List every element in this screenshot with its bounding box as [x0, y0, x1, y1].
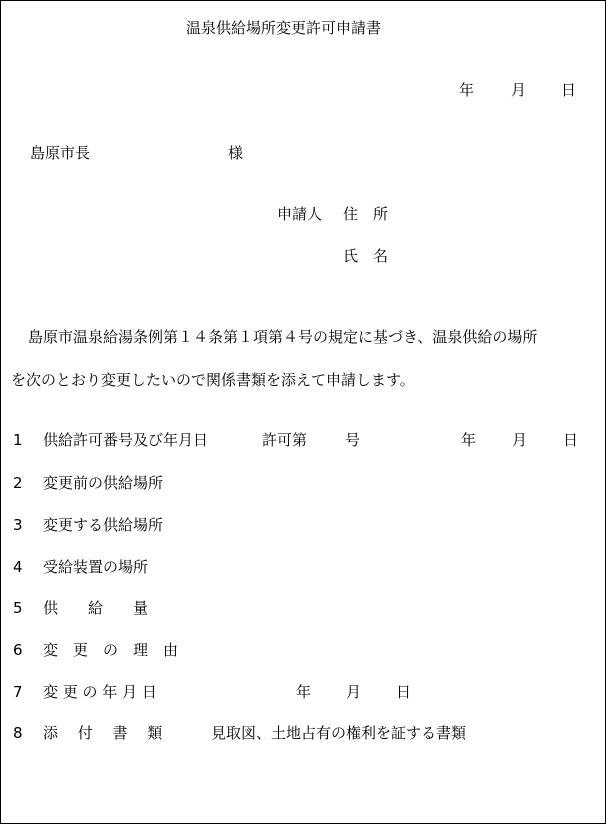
- date-year: 年: [459, 81, 475, 99]
- date-month: 月: [511, 81, 527, 99]
- addressee-honorific: 様: [228, 144, 244, 162]
- item-6-number: 6: [13, 641, 23, 659]
- applicant-address-label: 住 所: [343, 205, 389, 223]
- item-6-label: 変 更 の 理 由: [43, 641, 179, 659]
- item-7-day: 日: [396, 683, 412, 701]
- item-1-label: 供給許可番号及び年月日: [43, 431, 209, 449]
- item-3-number: 3: [13, 516, 23, 534]
- item-8-number: 8: [13, 724, 23, 742]
- body-line-1: 島原市温泉給湯条例第１４条第１項第４号の規定に基づき、温泉供給の場所: [28, 328, 538, 346]
- item-4-label: 受給装置の場所: [43, 558, 149, 576]
- item-2-number: 2: [13, 474, 23, 492]
- item-7-number: 7: [13, 683, 23, 701]
- body-line-2: を次のとおり変更したいので関係書類を添えて申請します。: [11, 371, 415, 389]
- item-2-label: 変更前の供給場所: [43, 474, 164, 492]
- item-5-number: 5: [13, 599, 23, 617]
- item-4-number: 4: [13, 558, 23, 576]
- addressee-name: 島原市長: [30, 144, 91, 162]
- document-title: 温泉供給場所変更許可申請書: [186, 19, 382, 37]
- date-day: 日: [561, 81, 577, 99]
- item-7-label: 変 更 の 年 月 日: [43, 683, 157, 701]
- item-1-day: 日: [563, 431, 579, 449]
- item-8-documents: 見取図、土地占有の権利を証する書類: [211, 724, 467, 742]
- item-1-number: 1: [13, 431, 23, 449]
- item-1-year: 年: [461, 431, 477, 449]
- item-1-permit-label: 許可第: [262, 431, 308, 449]
- item-1-number-suffix: 号: [345, 431, 361, 449]
- applicant-name-label: 氏 名: [343, 247, 389, 265]
- item-7-year: 年: [296, 683, 312, 701]
- item-7-month: 月: [346, 683, 362, 701]
- item-3-label: 変更する供給場所: [43, 516, 164, 534]
- item-1-month: 月: [512, 431, 528, 449]
- item-8-label: 添 付 書 類: [43, 724, 163, 742]
- applicant-label: 申請人: [277, 205, 323, 223]
- item-5-label: 供 給 量: [43, 599, 149, 617]
